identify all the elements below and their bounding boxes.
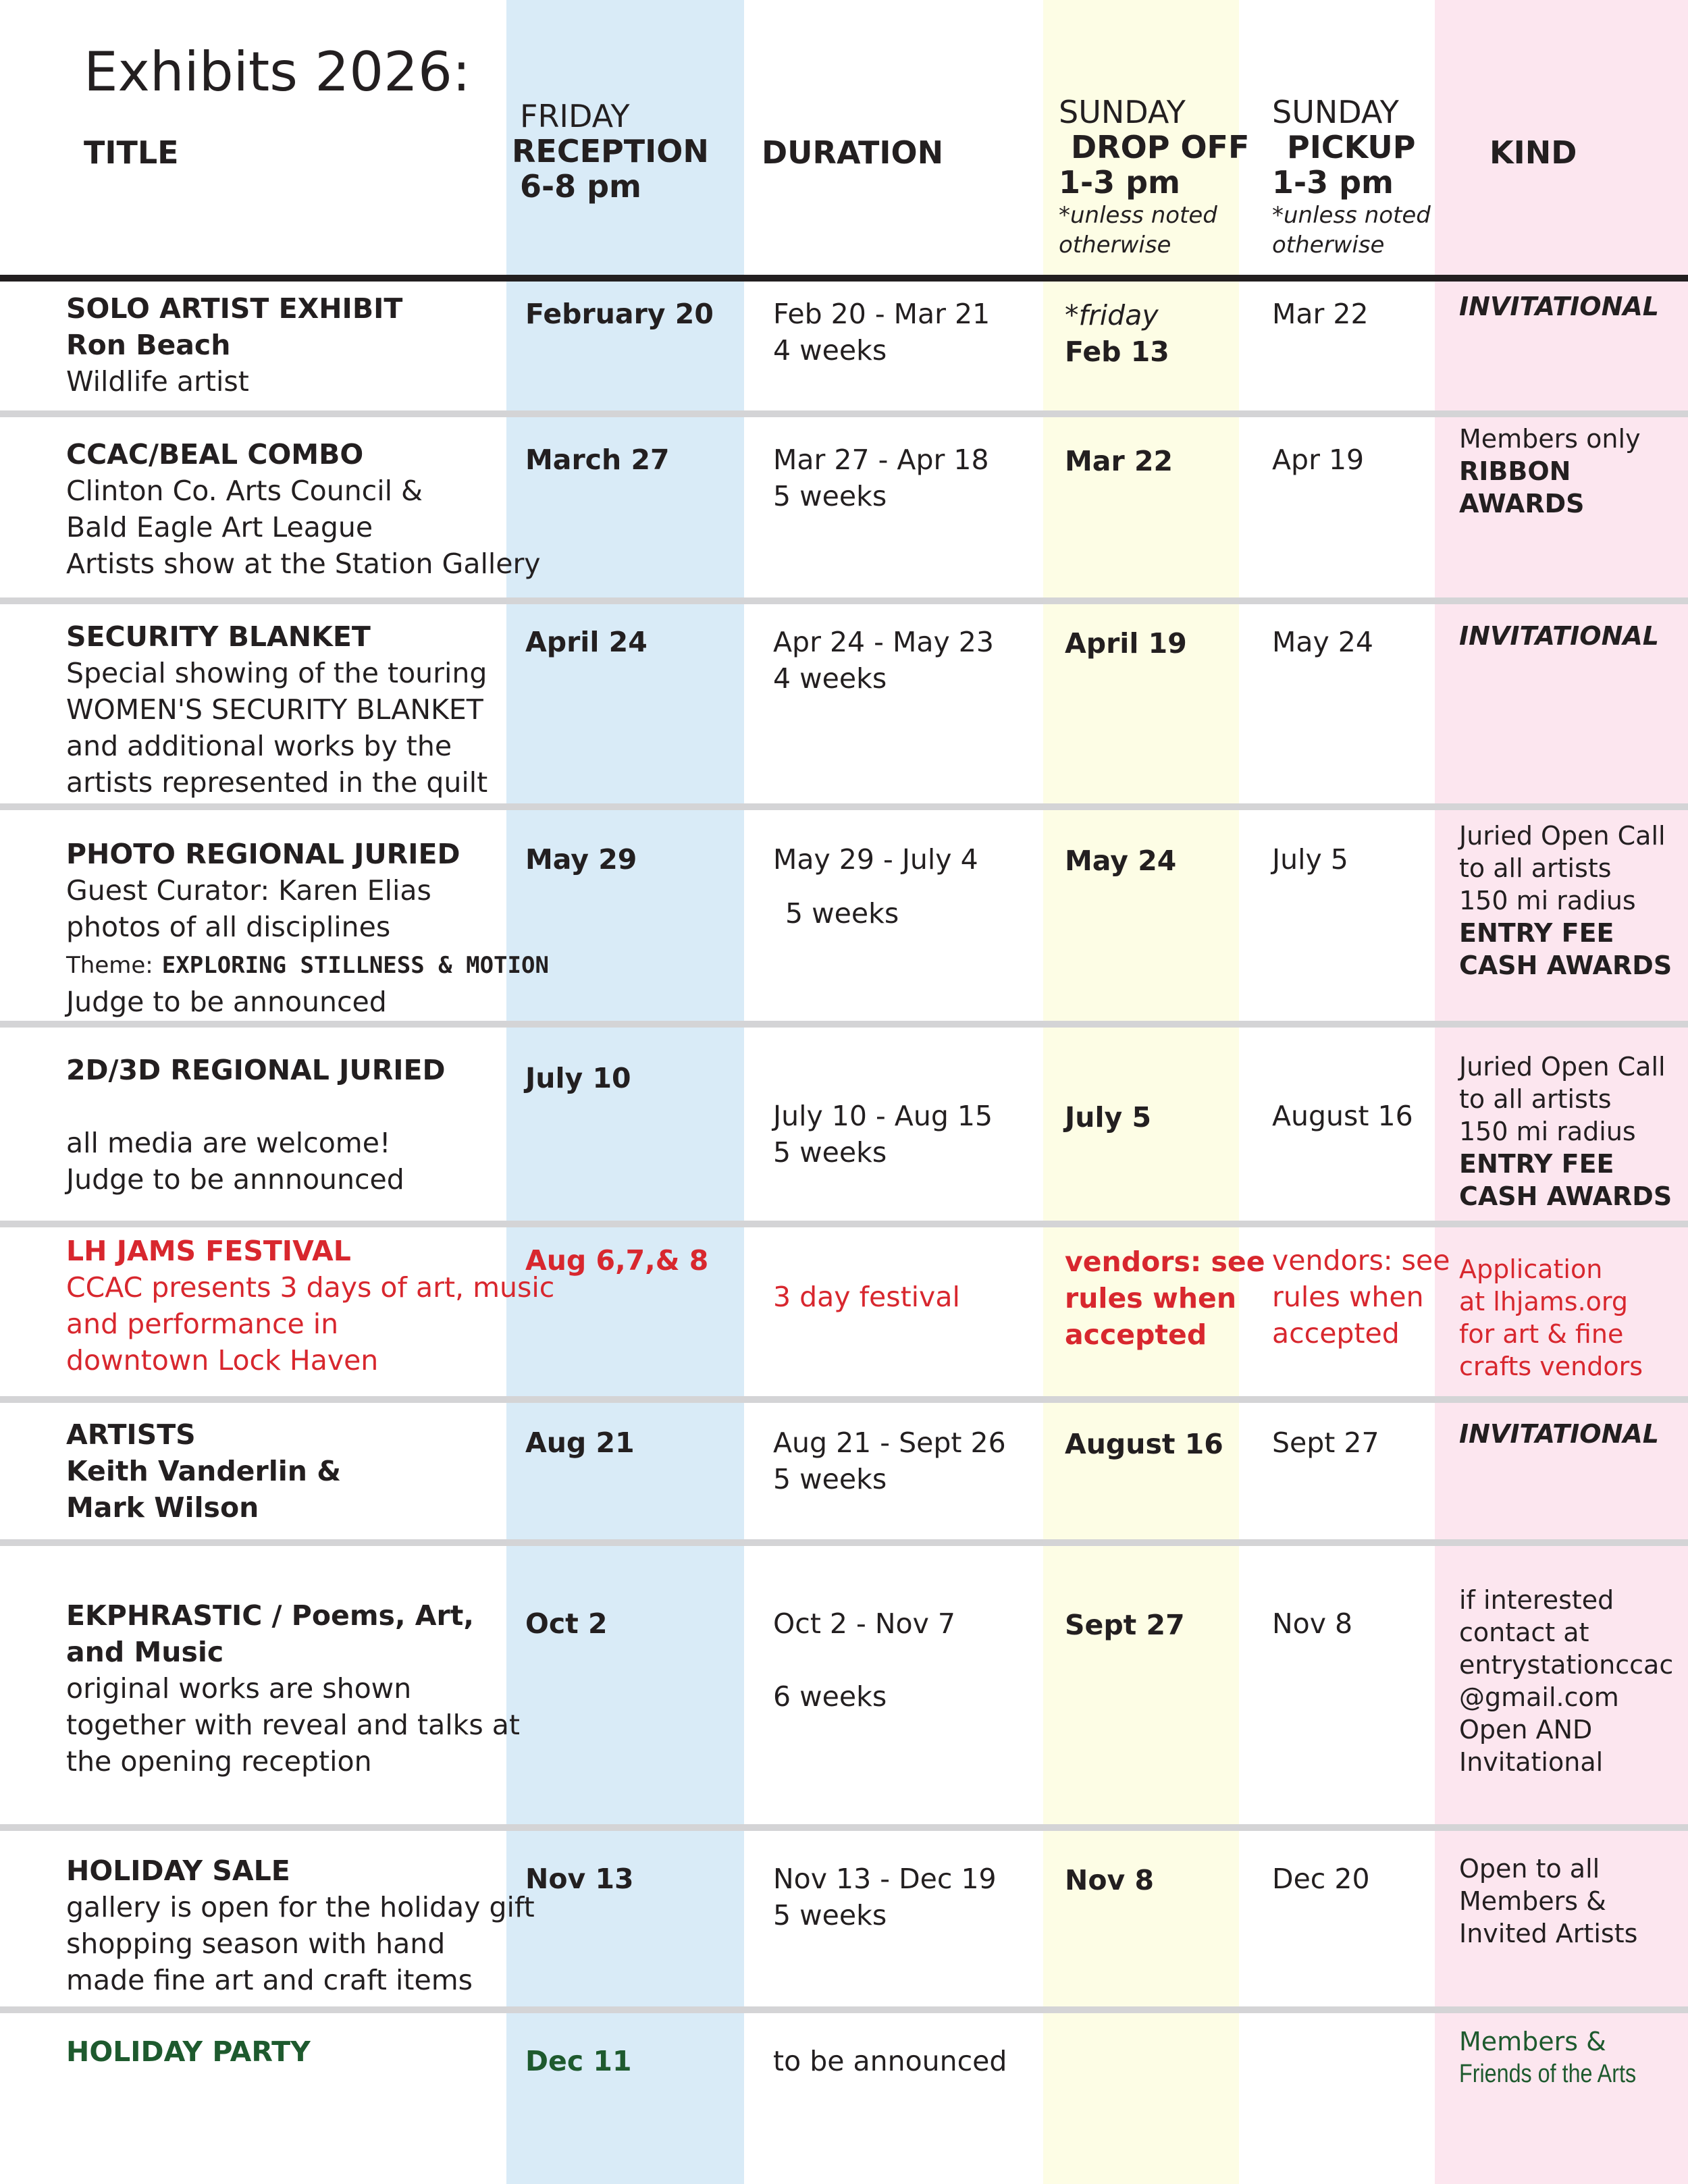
row-4-reception: May 29 xyxy=(525,843,637,876)
row-divider xyxy=(0,597,1688,604)
row-1-duration: Feb 20 - Mar 21 4 weeks xyxy=(773,298,991,367)
row-1-dropoff: *friday Feb 13 xyxy=(1065,299,1169,368)
row-7-pickup: Sept 27 xyxy=(1272,1427,1379,1459)
row-5-pickup: August 16 xyxy=(1272,1100,1413,1132)
row-3-kind: INVITATIONAL xyxy=(1459,621,1660,651)
row-9-pickup: Dec 20 xyxy=(1272,1863,1370,1895)
row-8-kind: if interested contact at entrystationccac @gmail.com Open AND Invitational xyxy=(1459,1585,1674,1777)
row-10-title: HOLIDAY PARTY xyxy=(66,2035,311,2068)
header-title: TITLE xyxy=(84,134,179,171)
row-divider xyxy=(0,1396,1688,1403)
row-5-kind: Juried Open Call to all artists 150 mi radius ENTRY FEE CASH AWARDS xyxy=(1459,1052,1672,1211)
row-divider xyxy=(0,1021,1688,1028)
row-3-dropoff: April 19 xyxy=(1065,627,1187,660)
header-dropoff: SUNDAY DROP OFF 1-3 pm *unless noted otherwise xyxy=(1059,94,1250,259)
row-1-reception: February 20 xyxy=(525,298,714,330)
row-4-kind: Juried Open Call to all artists 150 mi radius ENTRY FEE CASH AWARDS xyxy=(1459,821,1672,980)
row-6-dropoff: vendors: see rules when accepted xyxy=(1065,1246,1265,1351)
row-2-kind: Members only RIBBON AWARDS xyxy=(1459,424,1641,518)
row-3-title: SECURITY BLANKET Special showing of the touring WOMEN'S SECURITY BLANKET and additional works by the artists represented in the quilt xyxy=(66,620,488,799)
row-1-title: SOLO ARTIST EXHIBIT Ron Beach Wildlife artist xyxy=(66,292,403,398)
row-divider xyxy=(0,803,1688,810)
row-5-reception: July 10 xyxy=(525,1062,631,1094)
row-3-reception: April 24 xyxy=(525,626,648,658)
row-6-pickup: vendors: see rules when accepted xyxy=(1272,1244,1450,1350)
row-2-pickup: Apr 19 xyxy=(1272,444,1365,476)
row-6-title: LH JAMS FESTIVAL CCAC presents 3 days of art, music and performance in downtown Lock Haven xyxy=(66,1235,555,1377)
header-kind: KIND xyxy=(1489,134,1577,171)
row-8-pickup: Nov 8 xyxy=(1272,1607,1353,1640)
row-9-duration: Nov 13 - Dec 19 5 weeks xyxy=(773,1863,997,1932)
row-divider xyxy=(0,1824,1688,1831)
row-4-duration: May 29 - July 4 5 weeks xyxy=(773,843,978,930)
row-9-kind: Open to all Members & Invited Artists xyxy=(1459,1854,1638,1948)
row-7-dropoff: August 16 xyxy=(1065,1428,1223,1460)
row-10-reception: Dec 11 xyxy=(525,2045,632,2077)
row-10-duration: to be announced xyxy=(773,2045,1007,2077)
row-2-duration: Mar 27 - Apr 18 5 weeks xyxy=(773,444,989,512)
row-8-reception: Oct 2 xyxy=(525,1607,608,1640)
row-3-pickup: May 24 xyxy=(1272,626,1373,658)
row-8-dropoff: Sept 27 xyxy=(1065,1609,1185,1641)
row-divider xyxy=(0,1221,1688,1227)
row-4-pickup: July 5 xyxy=(1272,843,1348,876)
row-2-dropoff: Mar 22 xyxy=(1065,445,1173,477)
row-5-dropoff: July 5 xyxy=(1065,1101,1152,1134)
row-6-duration: 3 day festival xyxy=(773,1281,960,1313)
row-10-kind: Members & Friends of the Arts xyxy=(1459,2027,1637,2088)
row-9-dropoff: Nov 8 xyxy=(1065,1864,1155,1896)
row-7-kind: INVITATIONAL xyxy=(1459,1419,1660,1449)
row-divider xyxy=(0,2006,1688,2013)
row-8-title: EKPHRASTIC / Poems, Art, and Music original works are shown together with reveal and talks at the opening reception xyxy=(66,1599,520,1778)
header-pickup: SUNDAY PICKUP 1-3 pm *unless noted otherwise xyxy=(1272,94,1431,259)
row-4-title: PHOTO REGIONAL JURIED Guest Curator: Karen Elias photos of all disciplines Theme: EXPLORING STILLNESS & MOTION Judge to be announced xyxy=(66,838,549,1018)
row-2-title: CCAC/BEAL COMBO Clinton Co. Arts Council & Bald Eagle Art League Artists show at the Station Gallery xyxy=(66,438,541,580)
row-5-title: 2D/3D REGIONAL JURIED all media are welcome! Judge to be annnounced xyxy=(66,1054,446,1196)
row-5-duration: July 10 - Aug 15 5 weeks xyxy=(773,1100,993,1169)
row-7-duration: Aug 21 - Sept 26 5 weeks xyxy=(773,1427,1006,1495)
row-6-reception: Aug 6,7,& 8 xyxy=(525,1244,709,1277)
row-6-kind: Application at lhjams.org for art & fine crafts vendors xyxy=(1459,1254,1643,1381)
row-7-title: ARTISTS Keith Vanderlin & Mark Wilson xyxy=(66,1418,342,1524)
row-9-reception: Nov 13 xyxy=(525,1863,634,1895)
header-reception: FRIDAY RECEPTION 6-8 pm xyxy=(512,98,709,205)
row-divider xyxy=(0,410,1688,417)
page-title: Exhibits 2026: xyxy=(84,41,471,103)
row-8-duration: Oct 2 - Nov 7 6 weeks xyxy=(773,1607,956,1713)
row-7-reception: Aug 21 xyxy=(525,1427,635,1459)
row-divider xyxy=(0,1539,1688,1546)
row-3-duration: Apr 24 - May 23 4 weeks xyxy=(773,626,994,695)
header-divider xyxy=(0,275,1688,282)
header-duration: DURATION xyxy=(762,134,944,171)
row-1-pickup: Mar 22 xyxy=(1272,298,1369,330)
row-9-title: HOLIDAY SALE gallery is open for the holiday gift shopping season with hand made fine art and craft items xyxy=(66,1855,535,1996)
row-4-dropoff: May 24 xyxy=(1065,845,1177,877)
row-1-kind: INVITATIONAL xyxy=(1459,292,1660,321)
row-2-reception: March 27 xyxy=(525,444,670,476)
